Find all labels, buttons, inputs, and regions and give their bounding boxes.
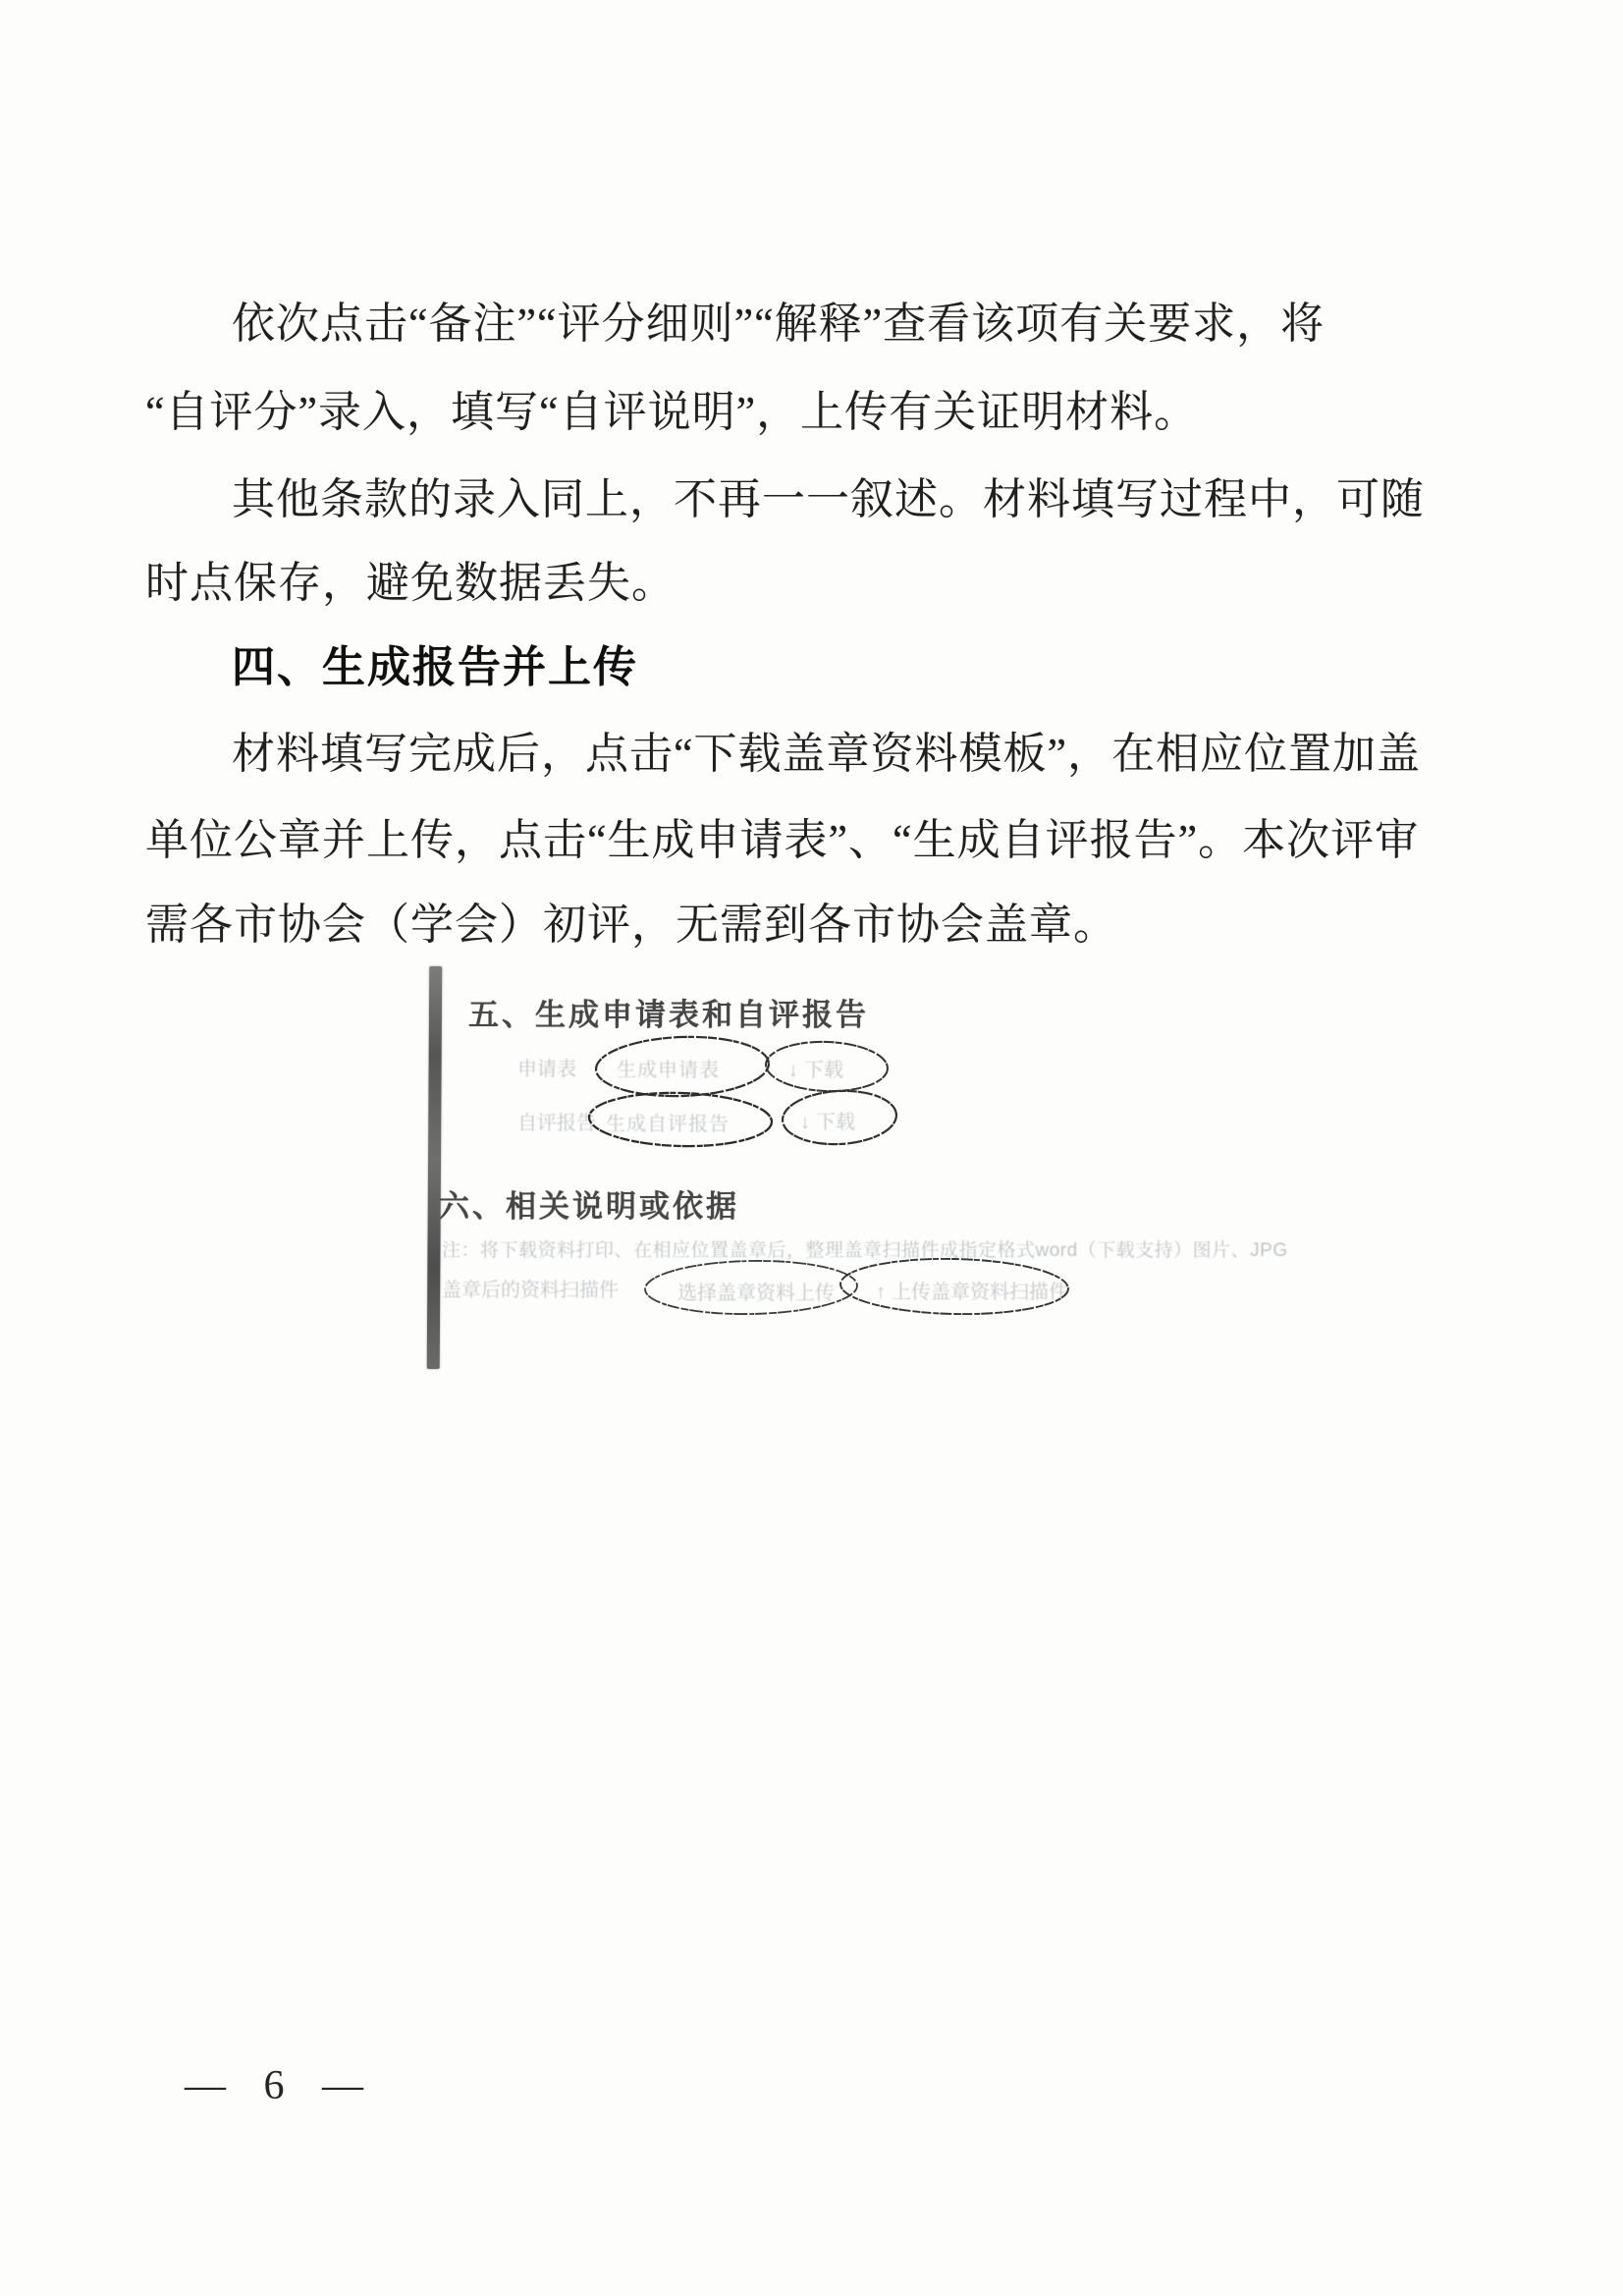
download-icon: ↓ [800, 1112, 810, 1133]
screenshot-heading-5: 五、生成申请表和自评报告 [468, 998, 869, 1032]
section-heading-4: 四、生成报告并上传 [232, 643, 638, 691]
page-number: — 6 — [185, 2063, 369, 2108]
upload-icon: ↑ [876, 1282, 886, 1303]
annotation-ellipse [588, 1091, 772, 1149]
paragraph-line: 需各市协会（学会）初评，无需到各市协会盖章。 [145, 901, 1117, 949]
row-label-stamped-scan: 盖章后的资料扫描件 [442, 1280, 619, 1301]
annotation-ellipse [765, 1040, 889, 1093]
annotation-ellipse [645, 1259, 858, 1316]
annotation-ellipse [839, 1257, 1068, 1317]
row-label-application-form: 申请表 [517, 1059, 576, 1080]
paragraph-line: 单位公章并上传，点击“生成申请表”、“生成自评报告”。本次评审 [145, 816, 1420, 864]
download-button-label: 下载 [804, 1060, 843, 1081]
generate-self-evaluation-report-button: 生成自评报告 [606, 1114, 730, 1135]
download-button-label: 下载 [816, 1112, 855, 1133]
annotation-ellipse [782, 1088, 898, 1147]
paragraph-line: 依次点击“备注”“评分细则”“解释”查看该项有关要求，将 [232, 300, 1325, 348]
paragraph-line: “自评分”录入，填写“自评说明”，上传有关证明材料。 [145, 388, 1199, 436]
upload-button-label: 上传盖章资料扫描件 [892, 1282, 1068, 1303]
screenshot-heading-6: 六、相关说明或依据 [439, 1189, 739, 1224]
annotation-ellipse [595, 1034, 770, 1099]
screenshot-note: 注：将下载资料打印、在相应位置盖章后，整理盖章扫描件成指定格式word（下载支持）图片、JPG [442, 1240, 1288, 1261]
paragraph-line: 其他条款的录入同上，不再一一叙述。材料填写过程中，可随 [232, 475, 1425, 523]
paragraph-line: 材料填写完成后，点击“下载盖章资料模板”，在相应位置加盖 [232, 730, 1422, 778]
generate-application-form-button: 生成申请表 [617, 1060, 720, 1081]
row-label-self-evaluation-report: 自评报告 [517, 1113, 596, 1134]
paragraph-line: 时点保存，避免数据丢失。 [145, 559, 676, 607]
download-icon: ↓ [788, 1060, 798, 1081]
pen-annotations [393, 962, 1159, 1375]
select-stamped-file-button: 选择盖章资料上传 [677, 1283, 835, 1304]
